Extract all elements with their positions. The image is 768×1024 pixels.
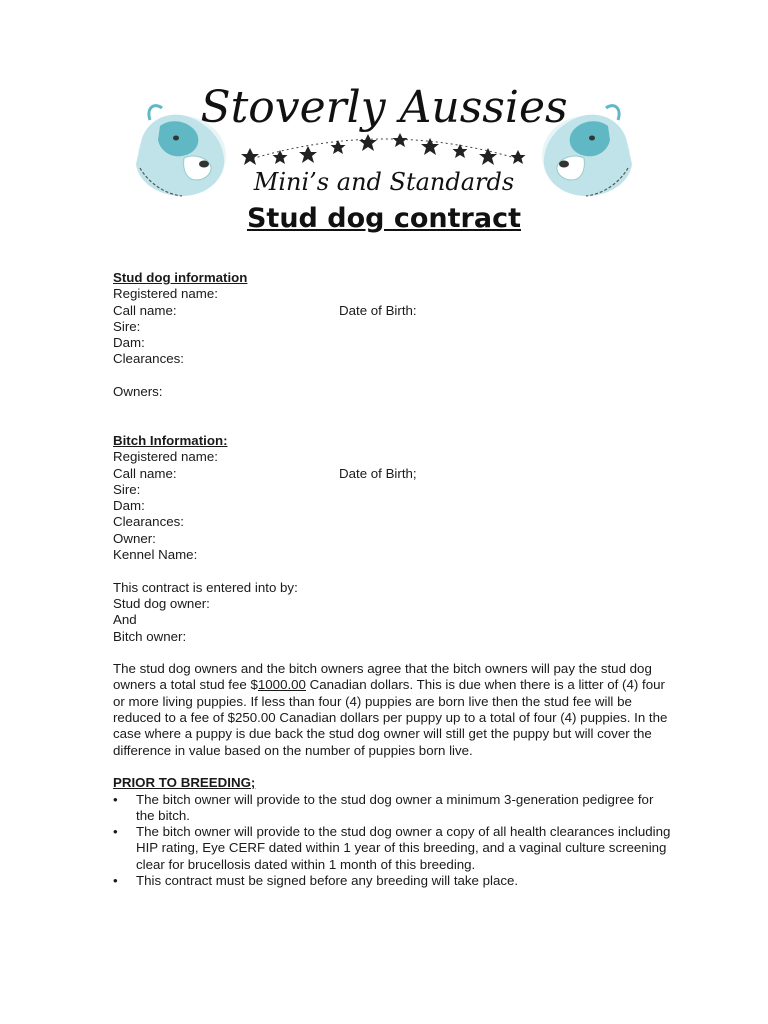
list-item-text: The bitch owner will provide to the stud dog owner a copy of all health clearances including HIP rating, Eye CERF dated within 1 year of this breeding, and a vaginal culture screening clear for brucellosis dated within 1 month of this breeding.: [136, 824, 671, 872]
stud-dog-heading: Stud dog information: [113, 270, 248, 285]
stud-call-name-row: [113, 303, 673, 319]
spacer: [113, 400, 673, 416]
bitch-sire: Sire:: [113, 481, 141, 497]
bullet-icon: •: [113, 872, 118, 888]
stud-dam: Dam:: [113, 335, 145, 351]
and-text: And: [113, 612, 137, 628]
fee-paragraph: [113, 661, 673, 759]
bitch-dam: Dam:: [113, 498, 145, 514]
bitch-heading: Bitch Information:: [113, 432, 228, 448]
parties-intro: This contract is entered into by:: [113, 579, 298, 595]
bitch-owner-line: Bitch owner:: [113, 628, 187, 644]
list-item-text: This contract must be signed before any breeding will take place.: [136, 872, 519, 888]
list-item: [113, 873, 673, 889]
stud-dog-owner: Stud dog owner:: [113, 595, 210, 611]
stud-sire: Sire:: [113, 318, 141, 334]
spacer: [113, 417, 673, 433]
bitch-date-of-birth: Date of Birth;: [339, 465, 417, 481]
spacer: [113, 563, 673, 579]
prior-to-breeding-list: [113, 792, 673, 890]
bitch-kennel-name: Kennel Name:: [113, 547, 198, 563]
bitch-call-name: Call name:: [113, 465, 177, 481]
stud-owners: Owners:: [113, 384, 163, 400]
kennel-subtitle-text: Mini’s and Standards: [253, 168, 515, 196]
document-title: Stud dog contract: [246, 203, 522, 234]
stud-registered-name: Registered name:: [113, 286, 218, 302]
star-garland-icon: [241, 133, 526, 165]
prior-to-breeding-heading: PRIOR TO BREEDING;: [113, 775, 256, 791]
fee-text-before: The stud dog owners and the bitch owners agree that the bitch owners will pay the stud dog owners a total stud fee $: [113, 661, 652, 693]
fee-text-after: Canadian dollars. This is due when there is a litter of (4) four or more living puppies. If less than four (4) puppies are born live then the stud fee will be reduced to a fee of $250.00 Canadian dollars per puppy up to a total of four (4) puppies. In the case where a puppy is due back the stud dog owner will still get the puppy but will cover the difference in value based on the number of puppies born live.: [113, 677, 668, 758]
spacer: [113, 368, 673, 384]
bullet-icon: •: [113, 791, 118, 807]
list-item-text: The bitch owner will provide to the stud dog owner a minimum 3-generation pedigree for the bitch.: [136, 791, 654, 823]
stud-fee-amount: 1000.00: [257, 677, 306, 693]
kennel-logo-graphic: [130, 78, 638, 208]
bitch-clearances: Clearances:: [113, 514, 184, 530]
stud-clearances: Clearances:: [113, 351, 184, 367]
kennel-logo: [130, 78, 638, 208]
stud-date-of-birth: Date of Birth:: [339, 302, 417, 318]
spacer: [113, 759, 673, 775]
bullet-icon: •: [113, 824, 118, 840]
bitch-owner: Owner:: [113, 530, 156, 546]
contract-body: [113, 270, 673, 889]
stud-call-name: Call name:: [113, 302, 177, 318]
bitch-call-name-row: [113, 466, 673, 482]
kennel-name-text: Stoverly Aussies: [200, 82, 568, 133]
list-item: [113, 792, 673, 825]
bitch-registered-name: Registered name:: [113, 449, 218, 465]
list-item: [113, 824, 673, 873]
spacer: [113, 645, 673, 661]
